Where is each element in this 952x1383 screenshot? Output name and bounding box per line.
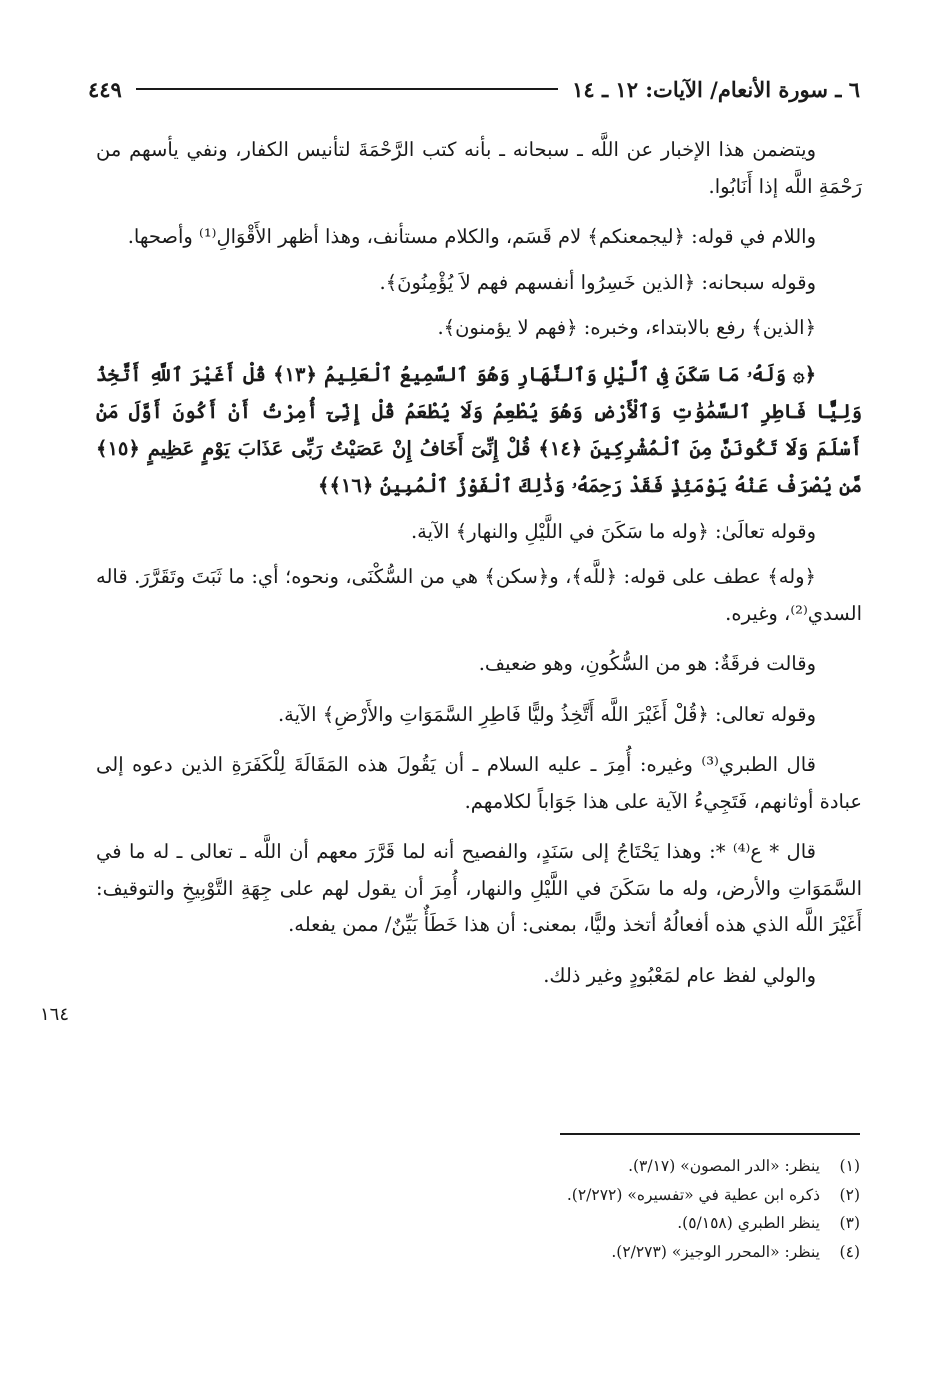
header-rule [136, 88, 558, 90]
paragraph-8: وقالت فرقَةٌ: هو من السُّكُونِ، وهو ضعيف. [478, 652, 816, 675]
footnote-number: (١) [839, 1157, 860, 1175]
paragraph-4: ﴿الذين﴾ رفع بالابتداء، وخبره: ﴿فهم لا يؤمنون﴾. [437, 316, 816, 339]
footnote-2 [260, 1181, 860, 1210]
chapter-title: ٦ ـ سورة الأنعام/ الآيات: ١٢ ـ ١٤ [572, 76, 860, 102]
footnote-text: ذكره ابن عطية في «تفسيره» (٢/٢٧٢). [566, 1185, 820, 1204]
footnote-text: ينظر: «الدر المصون» (٣/١٧). [628, 1157, 820, 1175]
footnote-1 [260, 1152, 860, 1181]
quran-verses: ﴿۞ وَلَهُۥ مَا سَكَنَ فِى ٱلَّيْلِ وَٱلنَّهَارِ وَهُوَ ٱلسَّمِيعُ ٱلْعَلِيمُ ﴿١٣﴾ قُلْ أَغَيْرَ ٱللَّهِ أَتَّخِذُ وَلِيًّا فَاطِرِ ٱلسَّمَٰوَٰتِ وَٱلْأَرْضِ وَهُوَ يُطْعِمُ وَلَا يُطْعَمُ قُلْ إِنِّىٓ أُمِرْتُ أَنْ أَكُونَ أَوَّلَ مَنْ أَسْلَمَ وَلَا تَكُونَنَّ مِنَ ٱلْمُشْرِكِينَ ﴿١٤﴾ قُلْ إِنِّىٓ أَخَافُ إِنْ عَصَيْتُ رَبِّى عَذَابَ يَوْمٍ عَظِيمٍ ﴿١٥﴾ مَّن يُصْرَفْ عَنْهُ يَوْمَئِذٍ فَقَدْ رَحِمَهُۥ وَذَٰلِكَ ٱلْفَوْزُ ٱلْمُبِينُ ﴿١٦﴾﴾ [96, 362, 862, 497]
margin-folio-note: ١٦٤ [40, 1004, 70, 1025]
paragraph-12: والولي لفظ عام لمَعْبُودٍ وغير ذلك. [543, 963, 816, 987]
paragraph-7: ﴿وله﴾ عطف على قوله: ﴿للَّه﴾، و﴿سكن﴾ هي من السُّكْنَى، ونحوه؛ أي: ما ثَبَتَ وتَقَرَّرَ. قاله السدي⁽²⁾، وغيره. [96, 565, 862, 625]
footnote-number: (٣) [839, 1214, 860, 1232]
footnotes [260, 1152, 860, 1266]
page-number: ٤٤٩ [88, 76, 122, 102]
footnote-number: (٢) [839, 1185, 860, 1204]
paragraph-11: قال * ع⁽⁴⁾ *: وهذا يَحْتَاجُ إلى سَنَدٍ، والفصيح أنه لما قَرَّرَ معهم أن اللَّه ـ تعالى ـ له ما في السَّمَوَاتِ والأرض، وله ما سَكَنَ في اللَّيْلِ والنهار، أُمِرَ أن يقول لهم على جِهَةِ التَّوْبِيخِ والتوقيف: أَغَيْرَ اللَّه الذي هذه أفعالُهُ أتخذ وليًّا، بمعنى: أن هذا خَطَأٌ بَيِّنٌ/ ممن يفعله. [96, 840, 862, 936]
paragraph-9: وقوله تعالى: ﴿قُلْ أَغَيْرَ اللَّه أَتَّخِذُ وليًّا فَاطِرِ السَّمَوَاتِ والأَرْضِ﴾ الآية. [277, 702, 816, 726]
paragraph-3: وقوله سبحانه: ﴿الذين خَسِرُوا أنفسهم فهم لاَ يُؤْمِنُونَ﴾. [379, 270, 816, 294]
footnote-text: ينظر الطبري (٥/١٥٨). [677, 1214, 820, 1232]
paragraph-2: واللام في قوله: ﴿ليجمعنكم﴾ لام قَسَم، والكلام مستأنف، وهذا أظهر الأَقْوَالِ⁽¹⁾ وأصحها. [127, 225, 816, 248]
footnote-text: ينظر: «المحرر الوجيز» (٢/٢٧٣). [611, 1242, 820, 1261]
paragraph-6: وقوله تعالَىٰ: ﴿وله ما سَكَنَ في اللَّيْلِ والنهار﴾ الآية. [410, 519, 816, 543]
footnote-3 [260, 1209, 860, 1238]
footnote-number: (٤) [839, 1242, 860, 1261]
paragraph-10: قال الطبري⁽³⁾ وغيره: أُمِرَ ـ عليه السلام ـ أن يَقُولَ هذه المَقَالَةَ لِلْكَفَرَةِ الذين دعوه إلى عبادة أوثانهم، فَتَجِيءُ الآية على هذا جَوَاباً لكلامهم. [96, 753, 862, 813]
main-text [96, 132, 862, 1003]
footnote-4 [260, 1238, 860, 1267]
paragraph-1: ويتضمن هذا الإخبار عن اللَّه ـ سبحانه ـ بأنه كتب الرَّحْمَةَ لتأنيس الكفار، ونفي يأسهم من رَحْمَةِ اللَّه إذا أَنَابُوا. [96, 138, 862, 198]
footnote-rule [560, 1133, 860, 1135]
running-header [88, 72, 860, 106]
